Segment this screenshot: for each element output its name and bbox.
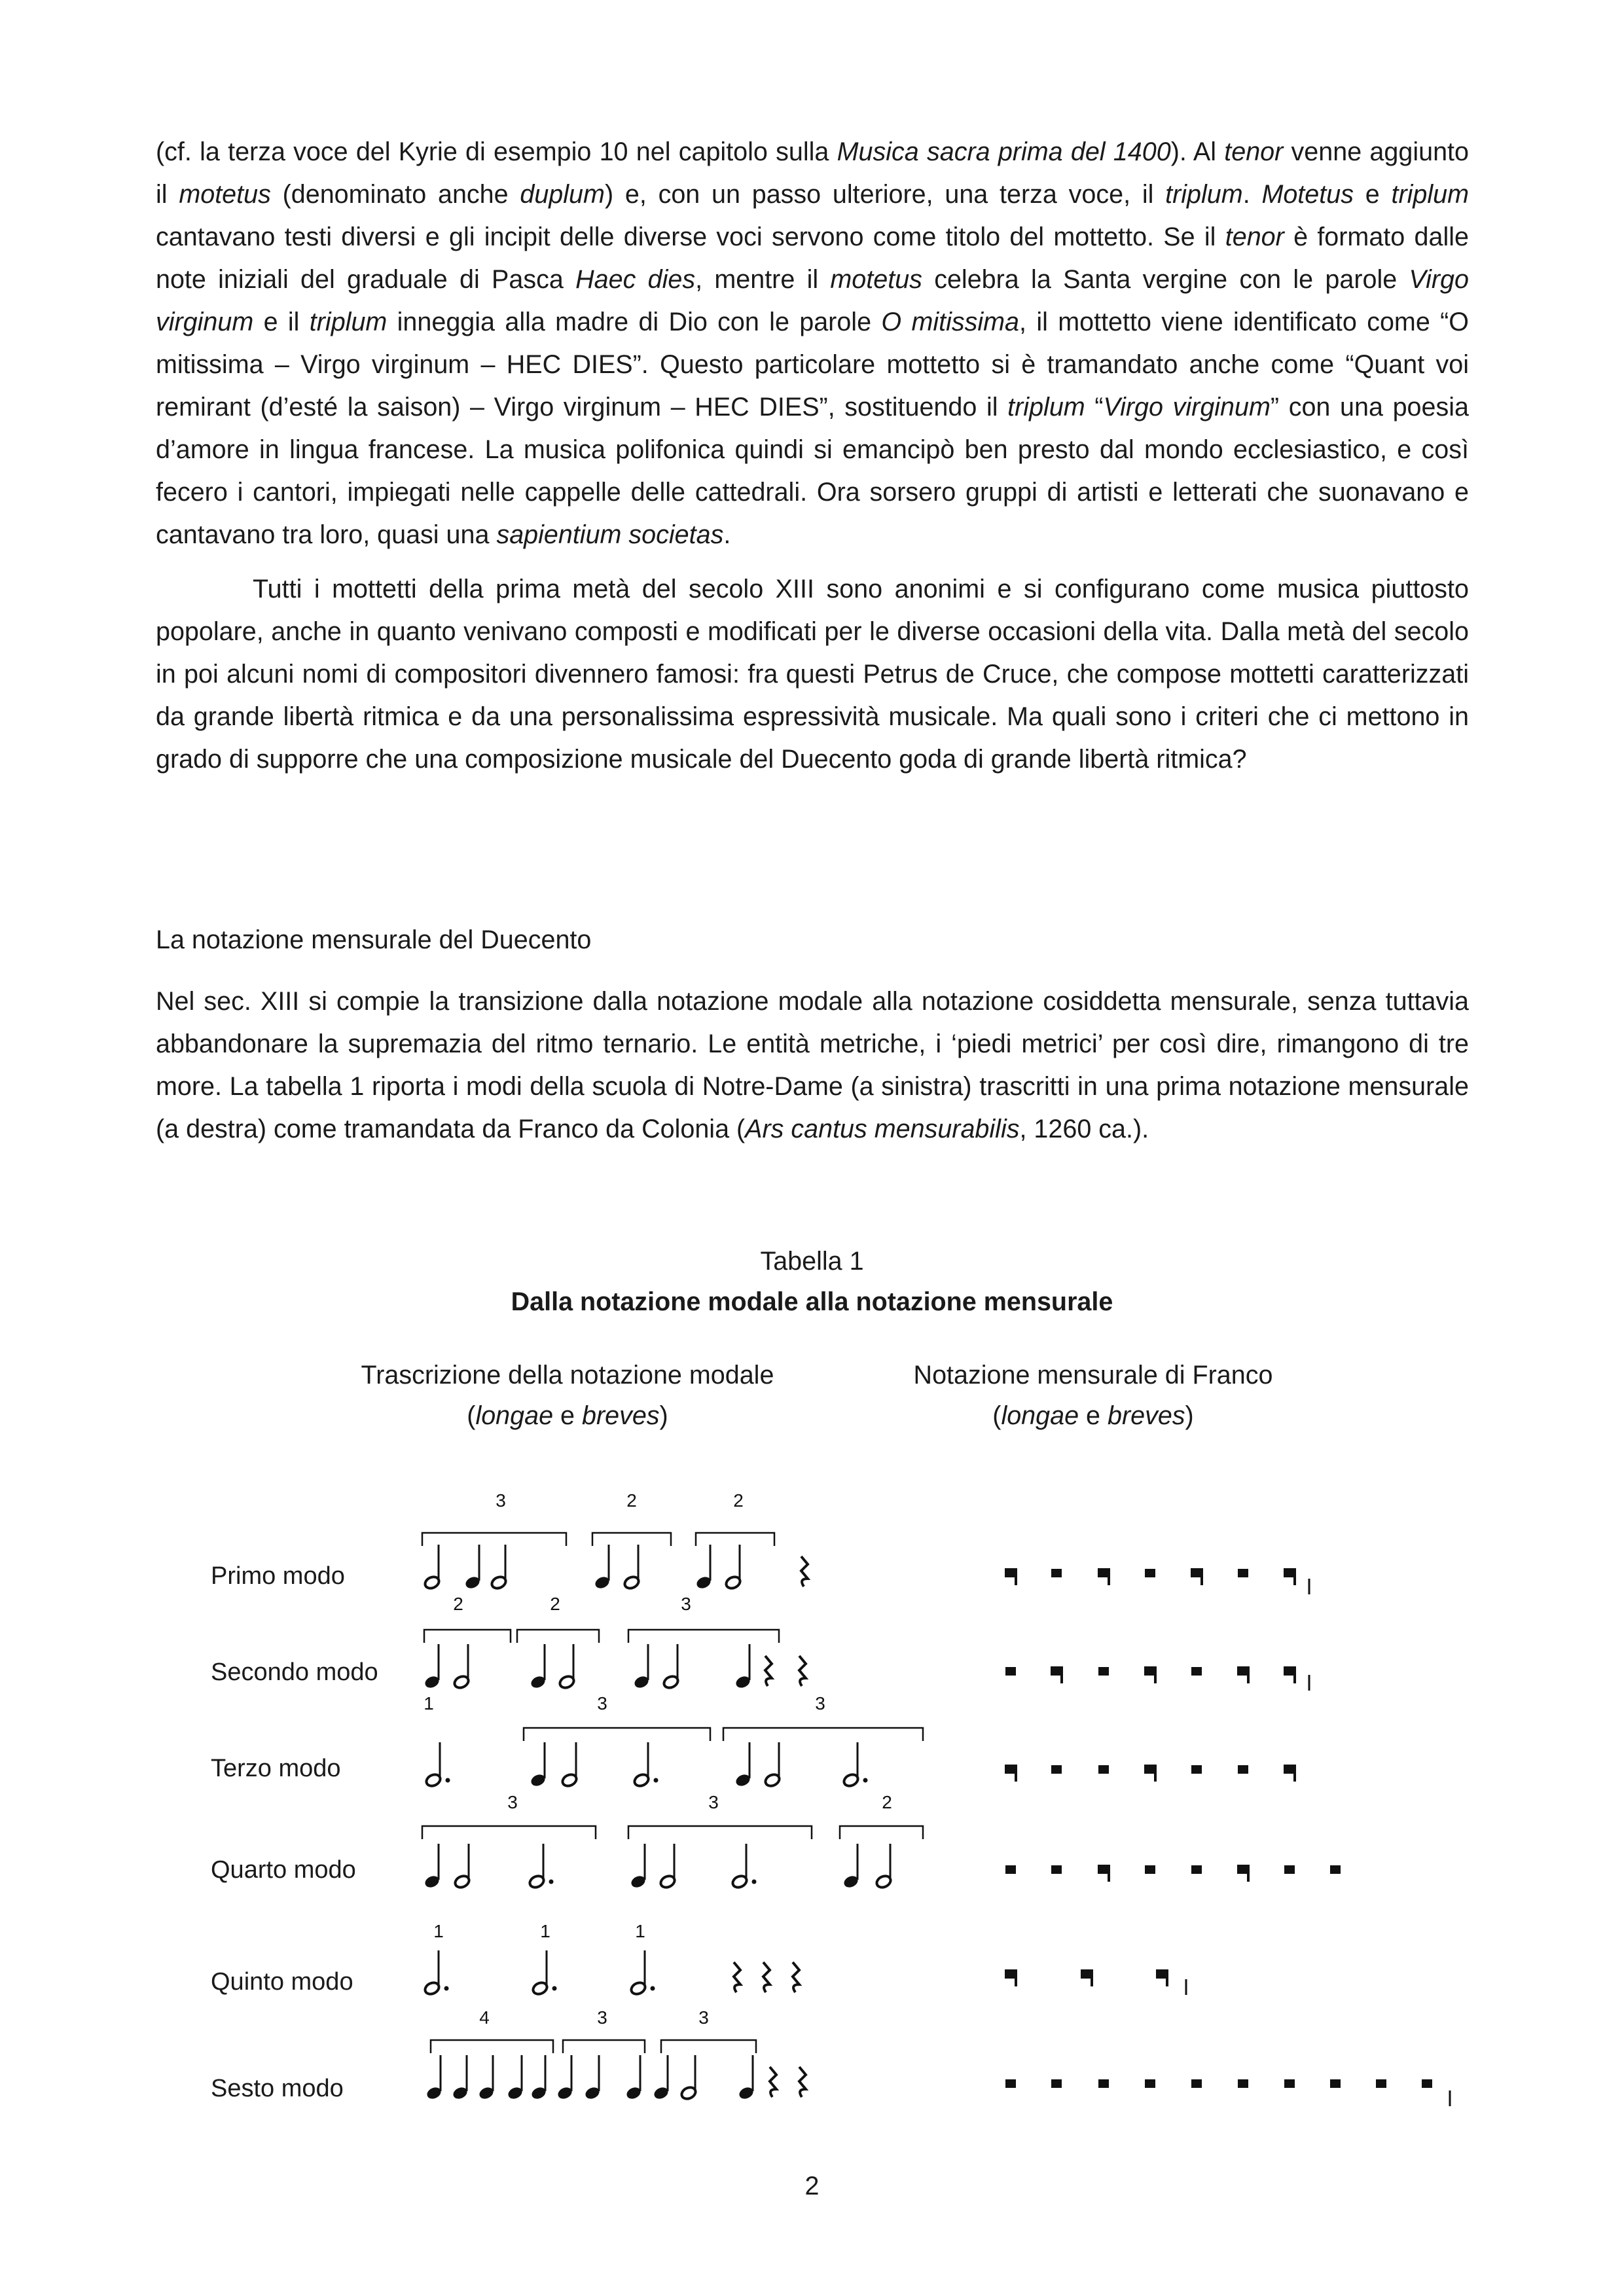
text-run: .: [1242, 180, 1262, 209]
italic-term: Haec dies: [575, 265, 696, 294]
group-number: 3: [597, 2007, 607, 2028]
text-run: inneggia alla madre di Dio con le parole: [387, 308, 882, 336]
italic-term: triplum: [309, 308, 388, 336]
table-title: Dalla notazione modale alla notazione mensurale: [511, 1287, 1113, 1316]
notes-sesto-modo: [425, 2055, 806, 2101]
text-run: “: [1085, 393, 1104, 422]
row-label-sesto-modo: Sesto modo: [211, 2075, 344, 2102]
text-run: e: [1353, 180, 1392, 209]
group-number: 2: [882, 1792, 892, 1812]
table-number: Tabella 1: [760, 1247, 864, 1276]
row-label-quarto-modo: Quarto modo: [211, 1856, 356, 1884]
italic-term: motetus: [179, 180, 271, 209]
group-number: 1: [540, 1921, 550, 1941]
text-run: Nel sec. XIII si compie la transizione dalla notazione modale alla notazione cosiddetta mensurale, senza tuttavia abbandonare la supremazia del ritmo ternario. Le entità metriche, i ‘piedi metrici’ per così dire, rimangono di tre more. La tabella 1 riporta i modi della scuola di Notre-Dame (a sinistra) trascritti in una prima notazione mensurale (a destra) come tramandata da Franco da Colonia (: [156, 987, 1469, 1143]
group-number: 3: [681, 1594, 691, 1614]
italic-term: motetus: [830, 265, 922, 294]
text-run: (cf. la terza voce del Kyrie di esempio 10 nel capitolo sulla: [156, 137, 837, 166]
text-run: ” con una poesia d’amore in lingua francese. La musica polifonica quindi si emancipò ben presto dal mondo ecclesiastico, e così fecero i cantori, impiegati nelle cappelle delle cattedrali. Ora sorsero gruppi di artisti e letterati che suonavano e cantavano tra loro, quasi una: [156, 393, 1469, 549]
mensural-primo-modo: [1005, 1568, 1309, 1594]
paragraph-motet-voices: [156, 131, 1469, 556]
italic-term: duplum: [520, 180, 605, 209]
italic-term: tenor: [1224, 137, 1284, 166]
group-number: 3: [708, 1792, 719, 1812]
italic-term: triplum: [1391, 180, 1469, 209]
group-numbers: [424, 1490, 892, 2028]
notes-primo-modo: [424, 1545, 808, 1590]
italic-term: triplum: [1165, 180, 1243, 209]
text-run: ). Al: [1170, 137, 1225, 166]
italic-term: O mitissima: [881, 308, 1020, 336]
italic-term: triplum: [1007, 393, 1085, 422]
notes-quinto-modo: [424, 1950, 799, 1996]
text-run: , 1260 ca.).: [1019, 1115, 1149, 1143]
italic-term: Virgo virginum: [156, 265, 1469, 336]
right-column-header: [831, 1355, 1355, 1436]
text-run: ) e, con un passo ulteriore, una terza voce, il: [604, 180, 1166, 209]
text-run: cantavano testi diversi e gli incipit delle diverse voci servono come titolo del mottetto. Se il: [156, 223, 1225, 251]
italic-term: tenor: [1225, 223, 1284, 251]
italic-term: Ars cantus mensurabilis: [745, 1115, 1020, 1143]
row-label-terzo-modo: Terzo modo: [211, 1755, 341, 1782]
text-run: e il: [253, 308, 310, 336]
text-run: , il mottetto viene identificato come “O mitissima – Virgo virginum – HEC DIES”. Questo particolare mottetto si è tramandato anche come “Quant voi remirant (d’esté la saison) – Virgo virginum – HEC DIES”, sostituendo il: [156, 308, 1469, 422]
mensural-quinto-modo: [1005, 1969, 1186, 1995]
italic-term: Musica sacra prima del 1400: [837, 137, 1171, 166]
row-label-primo-modo: Primo modo: [211, 1562, 345, 1590]
group-number: 3: [815, 1693, 825, 1713]
group-number: 2: [453, 1594, 463, 1614]
text-run: celebra la Santa vergine con le parole: [922, 265, 1409, 294]
text-run: è formato dalle note iniziali del graduale di Pasca: [156, 223, 1469, 294]
notes-secondo-modo: [424, 1644, 806, 1690]
group-number: 3: [698, 2007, 709, 2028]
left-column-header: [306, 1355, 829, 1436]
text-run: .: [723, 520, 731, 549]
group-number: 3: [496, 1490, 506, 1511]
italic-term: Virgo virginum: [1103, 393, 1271, 422]
mensural-terzo-modo: [1005, 1765, 1296, 1782]
italic-term: Motetus: [1261, 180, 1354, 209]
paragraph-mensural-transition: [156, 980, 1469, 1151]
group-number: 3: [507, 1792, 518, 1812]
group-number: 1: [424, 1693, 434, 1713]
group-number: 1: [635, 1921, 645, 1941]
row-label-secondo-modo: Secondo modo: [211, 1659, 378, 1686]
group-number: 1: [433, 1921, 444, 1941]
group-number: 2: [550, 1594, 560, 1614]
page-number: 2: [804, 2172, 820, 2200]
modal-notation: [422, 1533, 923, 2053]
mensural-sesto-modo: [1005, 2079, 1450, 2106]
text-run: (denominato anche: [270, 180, 520, 209]
group-number: 2: [733, 1490, 744, 1511]
right-column-subtitle: (longae e breves): [992, 1401, 1194, 1430]
notes-quarto-modo: [424, 1844, 893, 1890]
mensural-quarto-modo: [1005, 1865, 1341, 1882]
group-number: 3: [597, 1693, 607, 1713]
notation-figure: [0, 1460, 1624, 2147]
section-heading: La notazione mensurale del Duecento: [156, 925, 592, 954]
paragraph-anonymous-motets: [156, 568, 1469, 781]
italic-term: sapientium societas: [496, 520, 724, 549]
text-run: , mentre il: [695, 265, 831, 294]
group-number: 2: [626, 1490, 637, 1511]
text-run: venne aggiunto il: [156, 137, 1469, 209]
left-column-subtitle: (longae e breves): [467, 1401, 668, 1430]
text-run: Tutti i mottetti della prima metà del secolo XIII sono anonimi e si configurano come musica piuttosto popolare, anche in quanto venivano composti e modificati per le diverse occasioni della vita. Dalla metà del secolo in poi alcuni nomi di compositori divennero famosi: fra questi Petrus de Cruce, che compose mottetti caratterizzati da grande libertà ritmica e da una personalissima espressività musicale. Ma quali sono i criteri che ci mettono in grado di supporre che una composizione musicale del Duecento goda di grande libertà ritmica?: [156, 575, 1469, 774]
group-number: 4: [479, 2007, 490, 2028]
notes-terzo-modo: [425, 1742, 868, 1788]
mensural-secondo-modo: [1005, 1666, 1309, 1691]
left-column-title: Trascrizione della notazione modale: [361, 1361, 774, 1390]
right-column-title: Notazione mensurale di Franco: [913, 1361, 1273, 1390]
row-label-quinto-modo: Quinto modo: [211, 1968, 353, 1996]
